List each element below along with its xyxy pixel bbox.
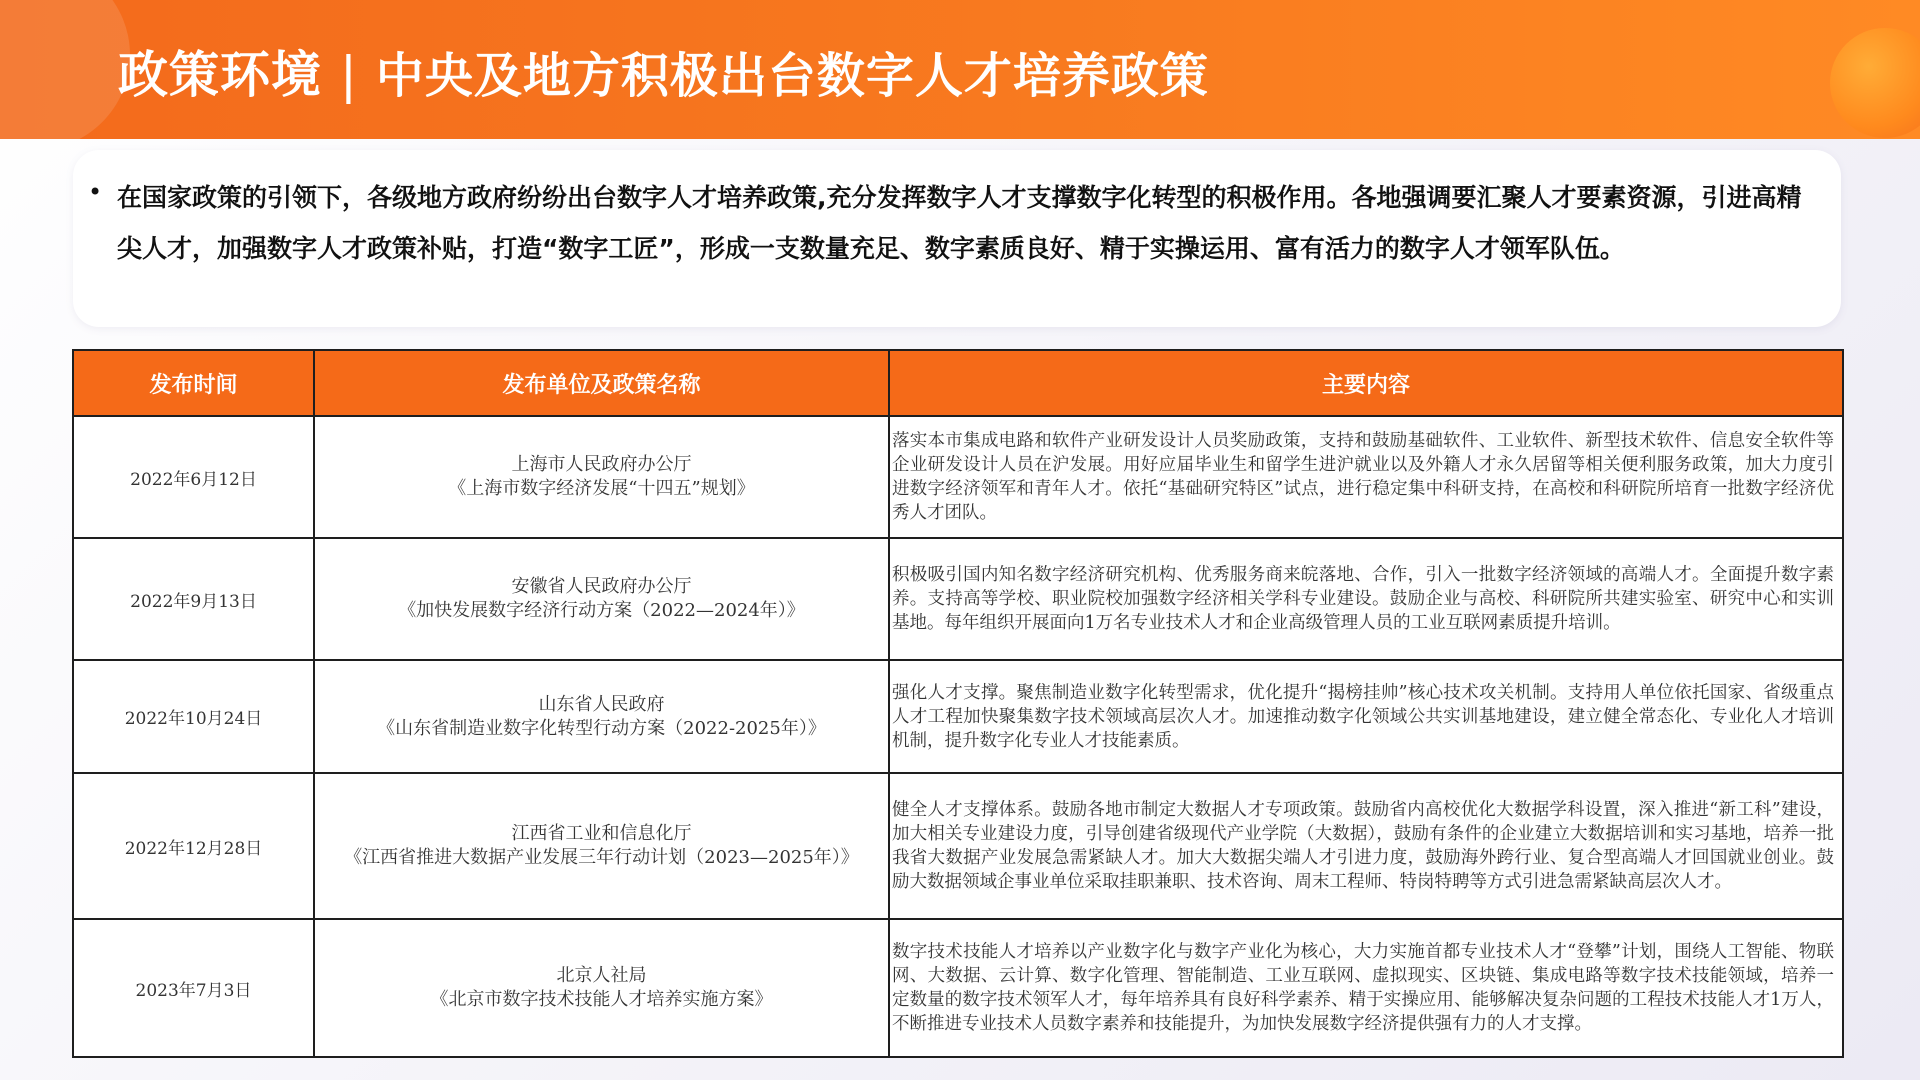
policy-name: 《上海市数字经济发展“十四五”规划》	[448, 478, 755, 499]
title-separator: |	[340, 46, 358, 104]
issuer-name: 安徽省人民政府办公厅	[511, 576, 692, 597]
cell-unit	[314, 416, 889, 538]
cell-unit	[314, 919, 889, 1057]
policy-table	[72, 349, 1844, 1058]
table-row	[73, 416, 1843, 538]
policy-name: 《加快发展数字经济行动方案（2022—2024年）》	[398, 600, 805, 621]
decorative-circle-left	[0, 0, 130, 139]
policy-name: 《江西省推进大数据产业发展三年行动计划（2023—2025年）》	[344, 847, 859, 868]
issuer-name: 山东省人民政府	[538, 693, 665, 715]
column-header-date: 发布时间	[73, 350, 314, 416]
table-row	[73, 919, 1843, 1057]
issuer-name: 北京人社局	[556, 965, 647, 986]
cell-content: 健全人才支撑体系。鼓励各地市制定大数据人才专项政策。鼓励省内高校优化大数据学科设置，深入推进“新工科”建设，加大相关专业建设力度，引导创建省级现代产业学院（大数据），鼓励有条件的企业建立大数据培训和实习基地，培养一批我省大数据产业发展急需紧缺人才。加大大数据尖端人才引进力度，鼓励海外跨行业、复合型高端人才回国就业创业。鼓励大数据领域企事业单位采取挂职兼职、技术咨询、周末工程师、特岗特聘等方式引进急需紧缺高层次人才。	[889, 773, 1843, 919]
column-header-unit: 发布单位及政策名称	[314, 350, 889, 416]
cell-unit	[314, 660, 889, 773]
table-header-row	[73, 350, 1843, 416]
cell-content: 落实本市集成电路和软件产业研发设计人员奖励政策，支持和鼓励基础软件、工业软件、新型技术软件、信息安全软件等企业研发设计人员在沪发展。用好应届毕业生和留学生进沪就业以及外籍人才永久居留等相关便利服务政策，加大力度引进数字经济领军和青年人才。依托“基础研究特区”试点，进行稳定集中科研支持，在高校和科研院所培育一批数字经济优秀人才团队。	[889, 416, 1843, 538]
cell-unit	[314, 773, 889, 919]
policy-name: 《山东省制造业数字化转型行动方案（2022-2025年）》	[377, 717, 826, 739]
cell-date: 2022年10月24日	[73, 660, 314, 773]
issuer-name: 上海市人民政府办公厅	[511, 454, 692, 475]
table-row	[73, 660, 1843, 773]
cell-content: 积极吸引国内知名数字经济研究机构、优秀服务商来皖落地、合作，引入一批数字经济领域的高端人才。全面提升数字素养。支持高等学校、职业院校加强数字经济相关学科专业建设。鼓励企业与高校、科研院所共建实验室、研究中心和实训基地。每年组织开展面向1万名专业技术人才和企业高级管理人员的工业互联网素质提升培训。	[889, 538, 1843, 660]
issuer-name: 江西省工业和信息化厅	[511, 823, 692, 844]
cell-date: 2022年6月12日	[73, 416, 314, 538]
table-row	[73, 773, 1843, 919]
intro-bullet: •	[88, 178, 103, 206]
intro-text: 在国家政策的引领下，各级地方政府纷纷出台数字人才培养政策,充分发挥数字人才支撑数字化转型的积极作用。各地强调要汇聚人才要素资源，引进高精尖人才，加强数字人才政策补贴，打造“数字工匠”，形成一支数量充足、数字素质良好、精于实操运用、富有活力的数字人才领军队伍。	[117, 183, 1802, 263]
cell-date: 2023年7月3日	[73, 919, 314, 1057]
header-banner	[0, 0, 1920, 139]
title-main: 政策环境	[118, 46, 322, 104]
policy-name: 《北京市数字技术技能人才培养实施方案》	[430, 989, 773, 1010]
cell-date: 2022年12月28日	[73, 773, 314, 919]
column-header-content: 主要内容	[889, 350, 1843, 416]
decorative-circle-right	[1830, 28, 1920, 138]
page-title	[118, 40, 1209, 110]
title-sub: 中央及地方积极出台数字人才培养政策	[375, 48, 1209, 104]
cell-date: 2022年9月13日	[73, 538, 314, 660]
cell-content: 数字技术技能人才培养以产业数字化与数字产业化为核心，大力实施首都专业技术人才“登攀”计划，围绕人工智能、物联网、大数据、云计算、数字化管理、智能制造、工业互联网、虚拟现实、区块链、集成电路等数字技术技能领域，培养一定数量的数字技术领军人才，每年培养具有良好科学素养、精于实操应用、能够解决复杂问题的工程技术技能人才1万人，不断推进专业技术人员数字素养和技能提升，为加快发展数字经济提供强有力的人才支撑。	[889, 919, 1843, 1057]
cell-unit	[314, 538, 889, 660]
cell-content: 强化人才支撑。聚焦制造业数字化转型需求，优化提升“揭榜挂帅”核心技术攻关机制。支持用人单位依托国家、省级重点人才工程加快聚集数字技术领域高层次人才。加速推动数字化领域公共实训基地建设，建立健全常态化、专业化人才培训机制，提升数字化专业人才技能素质。	[889, 660, 1843, 773]
table-row	[73, 538, 1843, 660]
